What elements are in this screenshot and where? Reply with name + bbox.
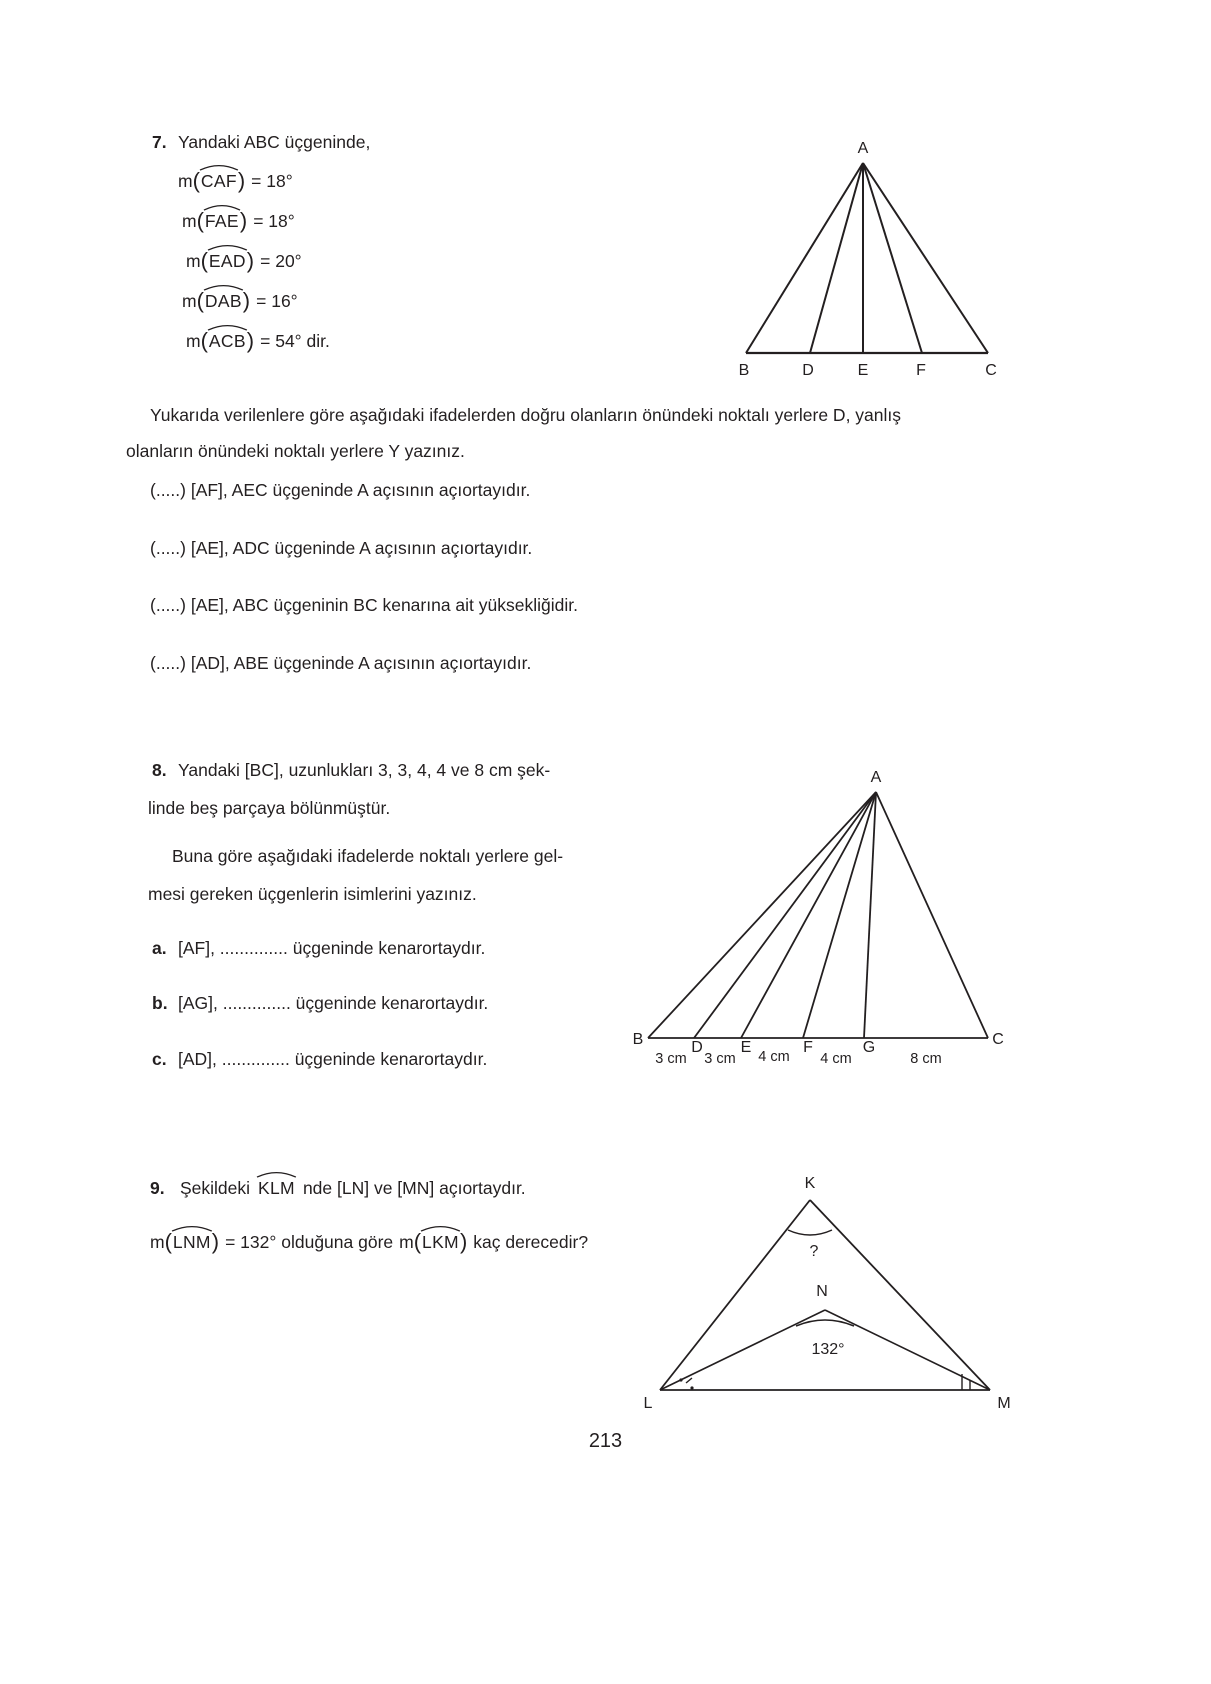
given-row: m ( DAB ) = 16° xyxy=(178,291,612,312)
question-8-number: 8. xyxy=(152,760,167,780)
segment-LN xyxy=(660,1310,825,1390)
angle-dot-L-1 xyxy=(679,1378,682,1381)
angle-label-N: 132° xyxy=(811,1341,845,1358)
given-value: = 18° xyxy=(251,171,293,192)
page-number: 213 xyxy=(588,1430,623,1452)
angle-letters: LKM xyxy=(422,1232,459,1252)
given-row: m ( FAE ) = 18° xyxy=(178,211,612,232)
angle-tick-L-1 xyxy=(686,1378,692,1383)
sub-item-text: [AD], .............. üçgeninde kenarortaydır. xyxy=(178,1048,488,1069)
instruction-line-1: Yukarıda verilenlere göre aşağıdaki ifadelerden doğru olanların önündeki noktalı yerlere D, yanlış xyxy=(150,405,902,425)
segment-length-label: 4 cm xyxy=(820,1051,852,1067)
angle-letters: LNM xyxy=(172,1232,211,1252)
angle-arc-icon xyxy=(207,322,248,331)
question-8-line-4: mesi gereken üçgenlerin isimlerini yazınız. xyxy=(148,884,477,905)
segment-length-label: 3 cm xyxy=(704,1051,736,1067)
sub-item-text: [AG], .............. üçgeninde kenarortaydır. xyxy=(178,993,489,1013)
sub-item-b[interactable] xyxy=(148,991,618,1016)
measure-fn: m xyxy=(186,251,201,272)
vertex-label-F: F xyxy=(916,362,926,379)
question-8-heading xyxy=(148,758,618,783)
vertex-label-N: N xyxy=(816,1283,828,1300)
question-7-number: 7. xyxy=(152,132,167,152)
given-row: m ( CAF ) = 18° xyxy=(178,171,612,192)
question-7-figure xyxy=(730,135,1020,385)
segment-length-label: 3 cm xyxy=(655,1051,687,1067)
segment-KM xyxy=(810,1200,990,1390)
vertex-label-M: M xyxy=(997,1395,1011,1412)
vertex-label-D: D xyxy=(691,1039,703,1056)
angle-dot-L-2 xyxy=(690,1386,693,1389)
sub-item-c[interactable] xyxy=(148,1047,618,1072)
segment-AB xyxy=(746,163,863,353)
angle-letters: FAE xyxy=(204,211,239,232)
sub-item-a[interactable] xyxy=(148,936,618,961)
measure-fn: m xyxy=(182,211,197,232)
vertex-label-K: K xyxy=(804,1175,816,1192)
statement-item[interactable]: (.....) [AE], ABC üçgeninin BC kenarına ait yüksekliğidir. xyxy=(150,595,578,615)
statement-item[interactable]: (.....) [AF], AEC üçgeninde A açısının açıortayıdır. xyxy=(150,480,531,500)
question-7-statements xyxy=(150,478,950,675)
angle-arc-icon xyxy=(420,1223,461,1232)
angle-letters: EAD xyxy=(208,251,246,272)
segment-KL xyxy=(660,1200,810,1390)
angle-arc-K xyxy=(788,1230,832,1235)
measure-fn: m xyxy=(150,1232,165,1252)
statement-item[interactable]: (.....) [AE], ADC üçgeninde A açısının açıortayıdır. xyxy=(150,537,533,558)
question-7-givens xyxy=(152,168,612,354)
question-9-line-1-b: nde [LN] ve [MN] açıortaydır. xyxy=(302,1178,526,1198)
question-8-line-1: Yandaki [BC], uzunlukları 3, 3, 4, 4 ve 8 cm şek- xyxy=(178,760,551,780)
segment-AD xyxy=(694,792,876,1038)
angle-letters: DAB xyxy=(204,291,242,312)
measure-fn: m xyxy=(178,171,193,192)
question-8-figure xyxy=(620,760,1030,1080)
sub-item-bullet: b. xyxy=(152,993,168,1013)
angle-arc-icon xyxy=(207,242,248,251)
segment-length-label: 8 cm xyxy=(910,1051,942,1067)
segment-length-label: 4 cm xyxy=(758,1049,790,1065)
angle-with-arc xyxy=(204,291,243,312)
given-value: = 54° dir. xyxy=(260,331,330,352)
given-value: = 18° xyxy=(253,211,295,232)
given-row: m ( EAD ) = 20° xyxy=(178,251,612,272)
vertex-label-F: F xyxy=(803,1039,813,1056)
vertex-label-E: E xyxy=(857,362,869,379)
question-8-line-3: Buna göre aşağıdaki ifadelerde noktalı yerlere gel- xyxy=(172,845,564,866)
vertex-label-G: G xyxy=(862,1039,876,1056)
measure-fn: m xyxy=(399,1232,414,1252)
measure-fn: m xyxy=(186,331,201,352)
angle-letters: CAF xyxy=(200,171,237,192)
vertex-label-C: C xyxy=(992,1031,1004,1048)
statement-item[interactable]: (.....) [AD], ABE üçgeninde A açısının açıortayıdır. xyxy=(150,652,532,673)
angle-arc-icon xyxy=(203,282,244,291)
segment-MN xyxy=(825,1310,990,1390)
question-9-heading xyxy=(150,1178,670,1199)
question-8-line-2: linde beş parçaya bölünmüştür. xyxy=(148,798,391,819)
segment-AF xyxy=(863,163,922,353)
angle-letters: KLM xyxy=(258,1178,295,1198)
instruction-line-2: olanların önündeki noktalı yerlere Y yazınız. xyxy=(126,440,465,461)
question-7-intro: Yandaki ABC üçgeninde, xyxy=(178,132,371,152)
angle-arc-icon xyxy=(199,162,239,171)
angle-arc-N xyxy=(796,1320,854,1326)
vertex-label-B: B xyxy=(738,362,750,379)
segment-AC xyxy=(876,792,988,1038)
question-7-heading xyxy=(152,130,612,155)
question-9-number: 9. xyxy=(150,1178,165,1198)
angle-with-arc xyxy=(172,1232,212,1253)
angle-with-arc xyxy=(204,211,240,232)
sub-item-bullet: c. xyxy=(152,1048,167,1069)
angle-arc-icon xyxy=(171,1223,213,1232)
sub-item-text: [AF], .............. üçgeninde kenarortaydır. xyxy=(178,937,486,958)
question-9-tail-text: kaç derecedir? xyxy=(473,1232,589,1252)
question-7-instruction xyxy=(126,398,1012,470)
question-9-block xyxy=(150,1178,670,1253)
segment-AD xyxy=(810,163,863,353)
question-8-items xyxy=(148,936,618,1072)
vertex-label-D: D xyxy=(802,362,814,379)
angle-with-arc xyxy=(257,1178,296,1199)
angle-with-arc xyxy=(208,251,247,272)
angle-with-arc xyxy=(421,1232,460,1253)
question-8-block xyxy=(148,758,618,1071)
angle-letters: ACB xyxy=(208,331,246,352)
vertex-label-C: C xyxy=(985,362,997,379)
question-9-line-2: m ( LNM ) = 132° olduğuna göre m ( LKM ) kaç derecedir? xyxy=(150,1232,670,1253)
measure-fn: m xyxy=(182,291,197,312)
vertex-label-A: A xyxy=(857,140,869,157)
vertex-label-L: L xyxy=(643,1395,653,1412)
angle-arc-icon xyxy=(203,202,241,211)
angle-with-arc xyxy=(200,171,238,192)
question-9-figure xyxy=(640,1168,1020,1418)
angle-with-arc xyxy=(208,331,247,352)
vertex-label-B: B xyxy=(632,1031,644,1048)
vertex-label-E: E xyxy=(740,1039,752,1056)
given-value: = 16° xyxy=(256,291,298,312)
angle-arc-icon xyxy=(256,1169,297,1178)
segment-AC xyxy=(863,163,988,353)
question-9-mid-text: = 132° olduğuna göre xyxy=(225,1232,394,1252)
given-value: = 20° xyxy=(260,251,302,272)
question-9-line-1-a: Şekildeki xyxy=(180,1178,251,1198)
vertex-label-A: A xyxy=(870,769,882,786)
question-7-block xyxy=(152,130,612,352)
angle-label-K: ? xyxy=(809,1243,819,1260)
given-row: m ( ACB ) = 54° dir. xyxy=(178,331,612,352)
sub-item-bullet: a. xyxy=(152,937,167,958)
